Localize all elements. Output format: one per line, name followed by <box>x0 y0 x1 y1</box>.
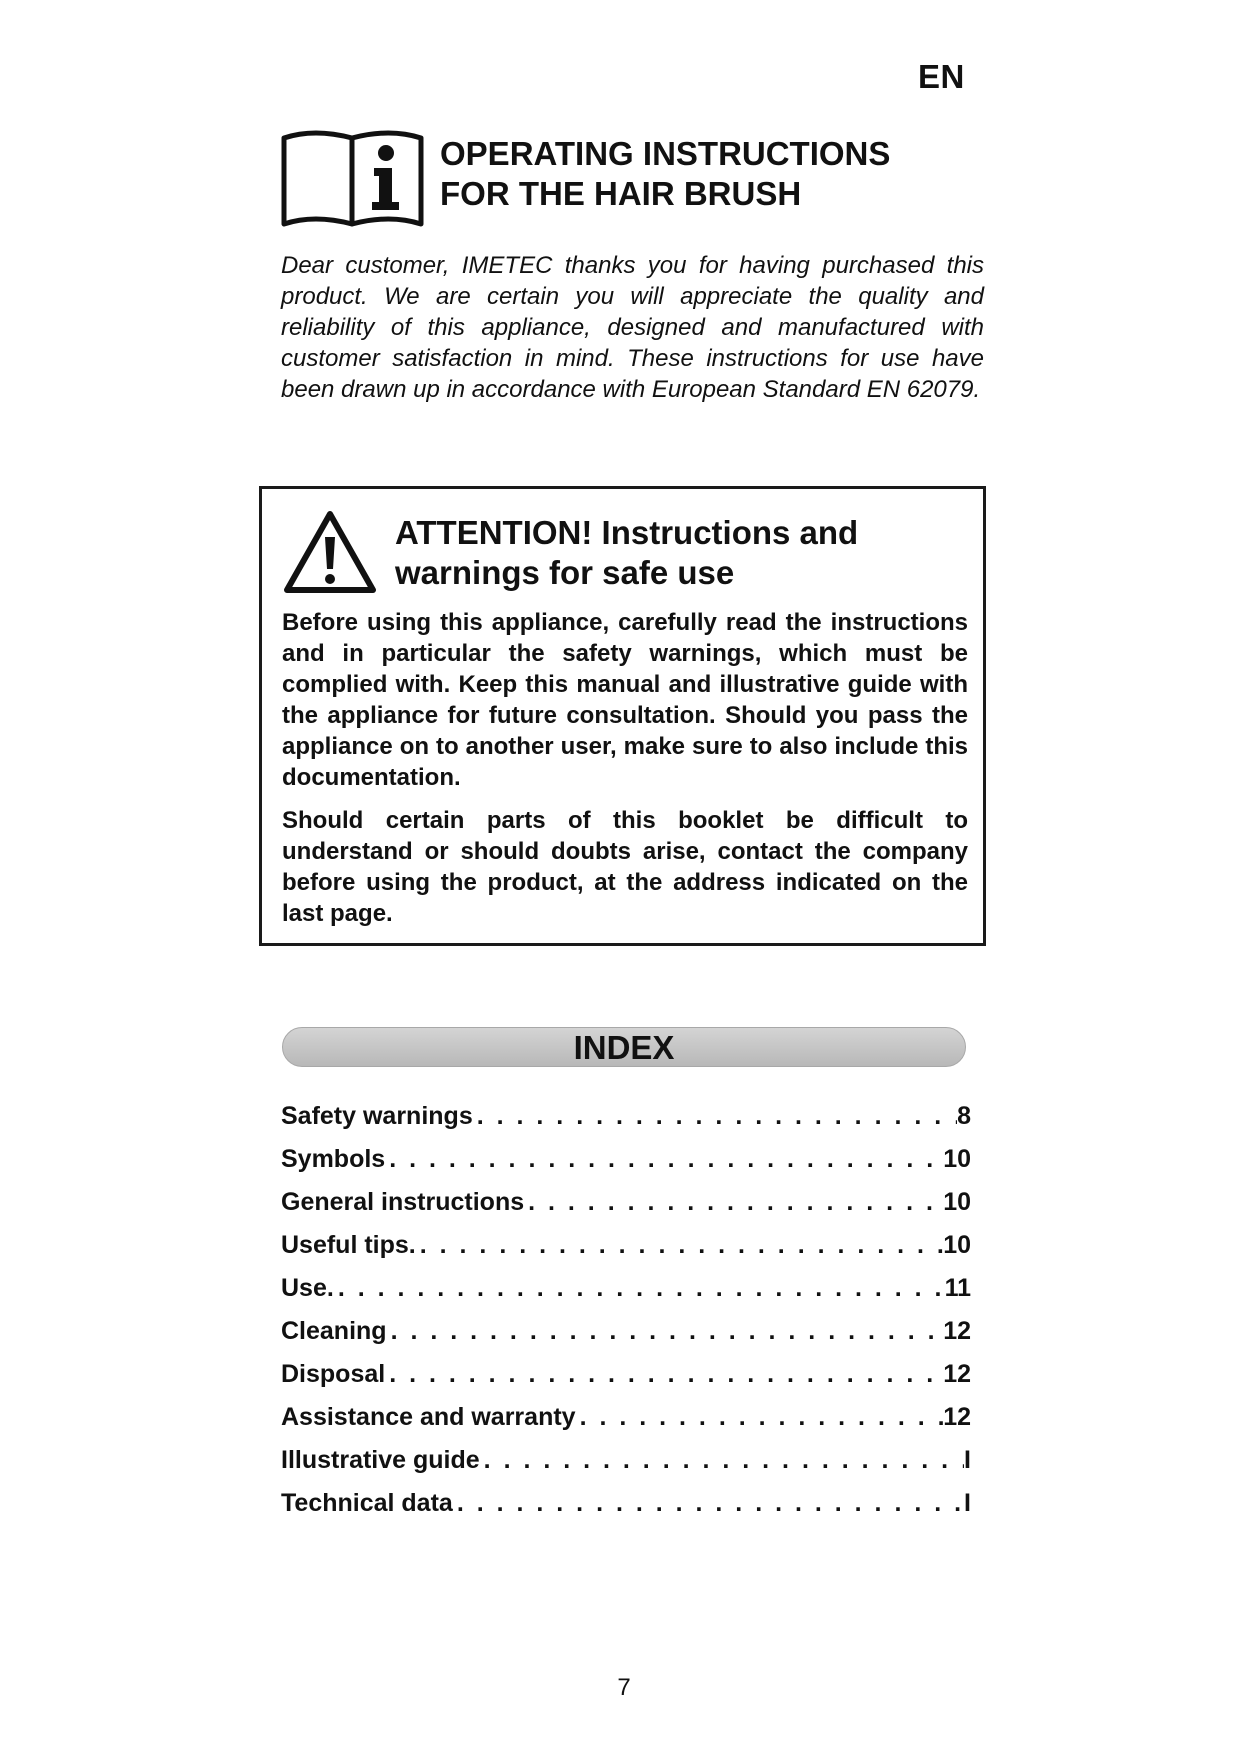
intro-paragraph: Dear customer, IMETEC thanks you for having purchased this product. We are certain you will appreciate the quality and reliability of this appliance, designed and manufactured with customer satisfaction in mind. These instructions for use have been drawn up in accordance with European Standard EN 62079. <box>281 252 984 403</box>
title-line-2: FOR THE HAIR BRUSH <box>440 175 802 212</box>
toc-entry-technical-data[interactable] <box>281 1488 971 1531</box>
warning-title-line-2: warnings for safe use <box>395 554 735 591</box>
toc-entry-disposal[interactable] <box>281 1359 971 1402</box>
toc-page: 12 <box>943 1360 971 1388</box>
toc-leader-dots <box>480 1445 964 1475</box>
toc-entry-safety-warnings[interactable] <box>281 1101 971 1144</box>
toc-page: 10 <box>943 1231 971 1259</box>
toc-label: Useful tips. <box>281 1231 416 1259</box>
toc-leader-dots <box>387 1316 944 1346</box>
toc-label: Symbols <box>281 1145 386 1173</box>
toc-label: Safety warnings <box>281 1102 473 1130</box>
toc-page: I <box>964 1489 971 1517</box>
toc-leader-dots <box>416 1230 943 1260</box>
toc-label: General instructions <box>281 1188 525 1216</box>
info-book-icon <box>280 124 425 232</box>
toc-label: Cleaning <box>281 1317 387 1345</box>
index-title: INDEX <box>573 1029 675 1066</box>
warning-title <box>395 513 858 593</box>
toc-entry-general-instructions[interactable] <box>281 1187 971 1230</box>
document-title <box>440 134 890 214</box>
toc-leader-dots <box>473 1101 957 1131</box>
index-header-bar <box>282 1027 966 1067</box>
table-of-contents <box>281 1101 971 1531</box>
title-line-1: OPERATING INSTRUCTIONS <box>440 135 891 172</box>
toc-leader-dots <box>334 1273 945 1303</box>
toc-label: Use. <box>281 1274 334 1302</box>
toc-page: 10 <box>943 1188 971 1216</box>
warning-paragraph-1: Before using this appliance, carefully read the instructions and in particular the safety warnings, which must be complied with. Keep this manual and illustrative guide with the appliance for future consultation. Should you pass the appliance on to another user, make sure to also include this documentation. <box>282 609 968 791</box>
toc-page: 11 <box>944 1274 971 1302</box>
toc-label: Technical data <box>281 1489 453 1517</box>
toc-entry-assistance-and-warranty[interactable] <box>281 1402 971 1445</box>
toc-page: 8 <box>957 1102 971 1130</box>
toc-page: 12 <box>943 1317 971 1345</box>
warning-title-line-1: ATTENTION! Instructions and <box>395 514 859 551</box>
toc-label: Assistance and warranty <box>281 1403 576 1431</box>
warning-triangle-icon <box>283 509 377 595</box>
toc-entry-illustrative-guide[interactable] <box>281 1445 971 1488</box>
toc-page: I <box>964 1446 971 1474</box>
toc-page: 12 <box>943 1403 971 1431</box>
toc-leader-dots <box>385 1144 943 1174</box>
toc-leader-dots <box>453 1488 964 1518</box>
toc-entry-cleaning[interactable] <box>281 1316 971 1359</box>
toc-leader-dots <box>576 1402 944 1432</box>
toc-entry-use[interactable] <box>281 1273 971 1316</box>
language-code: EN <box>918 58 965 95</box>
toc-entry-useful-tips[interactable] <box>281 1230 971 1273</box>
toc-leader-dots <box>385 1359 943 1389</box>
toc-page: 10 <box>943 1145 971 1173</box>
toc-leader-dots <box>524 1187 943 1217</box>
page-number: 7 <box>617 1674 631 1701</box>
toc-entry-symbols[interactable] <box>281 1144 971 1187</box>
safety-warning-box <box>259 486 986 946</box>
warning-paragraph-2: Should certain parts of this booklet be difficult to understand or should doubts arise, contact the company before using the product, at the address indicated on the last page. <box>282 807 968 927</box>
toc-label: Disposal <box>281 1360 386 1388</box>
toc-label: Illustrative guide <box>281 1446 480 1474</box>
